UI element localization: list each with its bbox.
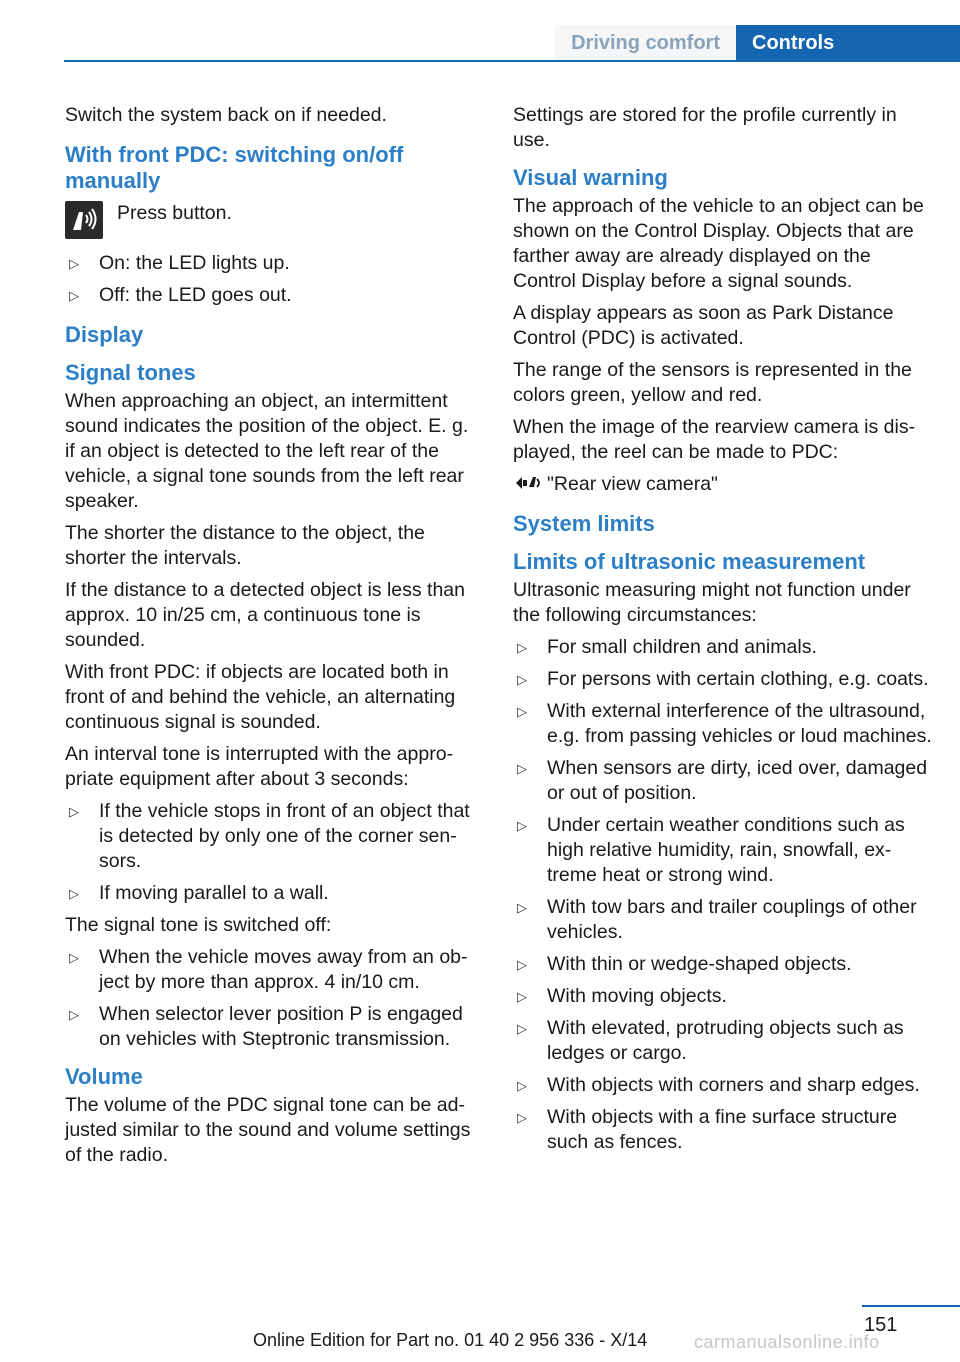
visual-paragraph: The range of the sensors is represented in the colors green, yellow and red. bbox=[513, 359, 912, 406]
list-item: ▷ With tow bars and trailer couplings of other vehicles. bbox=[513, 895, 933, 945]
visual-warning-heading: Visual warning bbox=[513, 165, 668, 190]
visual-paragraph: The approach of the vehicle to an object can be shown on the Control Display. Objects that are farther away are already displayed on the Control Display before a signal sounds. bbox=[513, 195, 924, 292]
press-button-text: Press button. bbox=[117, 202, 232, 224]
signal-paragraph: An interval tone is interrupted with the appropriate equipment after about 3 seconds: bbox=[65, 743, 454, 790]
settings-paragraph: Settings are stored for the profile currently in use. bbox=[513, 104, 897, 151]
switched-off-list bbox=[65, 945, 481, 1052]
list-item: ▷ For persons with certain clothing, e.g. coats. bbox=[513, 667, 933, 692]
edition-text: Online Edition for Part no. 01 40 2 956 336 - X/14 bbox=[253, 1330, 648, 1350]
header-rule bbox=[64, 60, 960, 62]
list-item: ▷ Off: the LED goes out. bbox=[65, 283, 481, 308]
intro-text: Switch the system back on if needed. bbox=[65, 104, 387, 126]
volume-heading: Volume bbox=[65, 1064, 143, 1089]
chapter-tab: Controls bbox=[736, 25, 960, 61]
signal-paragraph: With front PDC: if objects are located both in front of and behind the vehicle, an alternating continuous signal is sounded. bbox=[65, 661, 456, 733]
system-limits-heading: System limits bbox=[513, 511, 655, 536]
list-item: ▷ When sensors are dirty, iced over, damaged or out of position. bbox=[513, 756, 933, 806]
list-item: ▷ If moving parallel to a wall. bbox=[65, 881, 481, 906]
list-item: ▷ On: the LED lights up. bbox=[65, 251, 481, 276]
right-column bbox=[513, 103, 933, 1162]
display-heading: Display bbox=[65, 322, 144, 347]
list-item: ▷ Under certain weather conditions such as high relative humidity, rain, snowfall, extreme heat or strong wind. bbox=[513, 813, 933, 888]
volume-paragraph: The volume of the PDC signal tone can be adjusted similar to the sound and volume settings of the radio. bbox=[65, 1094, 471, 1166]
ultrasonic-paragraph: Ultrasonic measuring might not function under the following circumstances: bbox=[513, 579, 911, 626]
interval-list bbox=[65, 799, 481, 906]
list-item: ▷ With objects with a fine surface structure such as fences. bbox=[513, 1105, 933, 1155]
page-number: 151 bbox=[864, 1314, 898, 1336]
section-tab: Driving comfort bbox=[555, 25, 736, 61]
list-item: ▷ For small children and animals. bbox=[513, 635, 933, 660]
rear-view-camera-label: "Rear view camera" bbox=[547, 473, 718, 495]
switched-off-text: The signal tone is switched off: bbox=[65, 914, 332, 936]
ultrasonic-heading: Limits of ultrasonic measurement bbox=[513, 549, 866, 574]
press-button-line bbox=[65, 201, 481, 239]
rear-view-camera-icon bbox=[513, 472, 545, 494]
signal-paragraph: The shorter the distance to the object, the shorter the intervals. bbox=[65, 522, 425, 569]
front-pdc-list bbox=[65, 251, 481, 308]
list-item: ▷ With objects with corners and sharp edges. bbox=[513, 1073, 933, 1098]
pdc-button-icon bbox=[65, 201, 103, 239]
visual-paragraph: When the image of the rearview camera is displayed, the reel can be made to PDC: bbox=[513, 416, 916, 463]
list-item: ▷ With external interference of the ultrasound, e.g. from passing vehicles or loud machines. bbox=[513, 699, 933, 749]
list-item: ▷ With thin or wedge-shaped objects. bbox=[513, 952, 933, 977]
list-item: ▷ When the vehicle moves away from an object by more than approx. 4 in/10 cm. bbox=[65, 945, 481, 995]
watermark: carmanualsonline.info bbox=[694, 1332, 880, 1352]
rear-view-camera-line bbox=[513, 472, 933, 497]
signal-tones-heading: Signal tones bbox=[65, 360, 196, 385]
list-item: ▷ With elevated, protruding objects such as ledges or cargo. bbox=[513, 1016, 933, 1066]
footer-rule bbox=[862, 1305, 960, 1307]
list-item: ▷ If the vehicle stops in front of an object that is detected by only one of the corner sensors. bbox=[65, 799, 481, 874]
ultrasonic-list bbox=[513, 635, 933, 1155]
list-item: ▷ With moving objects. bbox=[513, 984, 933, 1009]
visual-paragraph: A display appears as soon as Park Distance Control (PDC) is activated. bbox=[513, 302, 894, 349]
front-pdc-heading: With front PDC: switching on/off manually bbox=[65, 142, 404, 193]
signal-paragraph: If the distance to a detected object is less than approx. 10 in/25 cm, a continuous tone is sounded. bbox=[65, 579, 465, 651]
left-column bbox=[65, 103, 481, 1175]
header-tabs bbox=[555, 25, 960, 61]
list-item: ▷ When selector lever position P is engaged on vehicles with Steptronic transmission. bbox=[65, 1002, 481, 1052]
signal-paragraph: When approaching an object, an intermittent sound indicates the position of the object. E. g. if an object is detected to the left rear of the vehicle, a signal tone sounds from the left rear speaker. bbox=[65, 390, 469, 512]
